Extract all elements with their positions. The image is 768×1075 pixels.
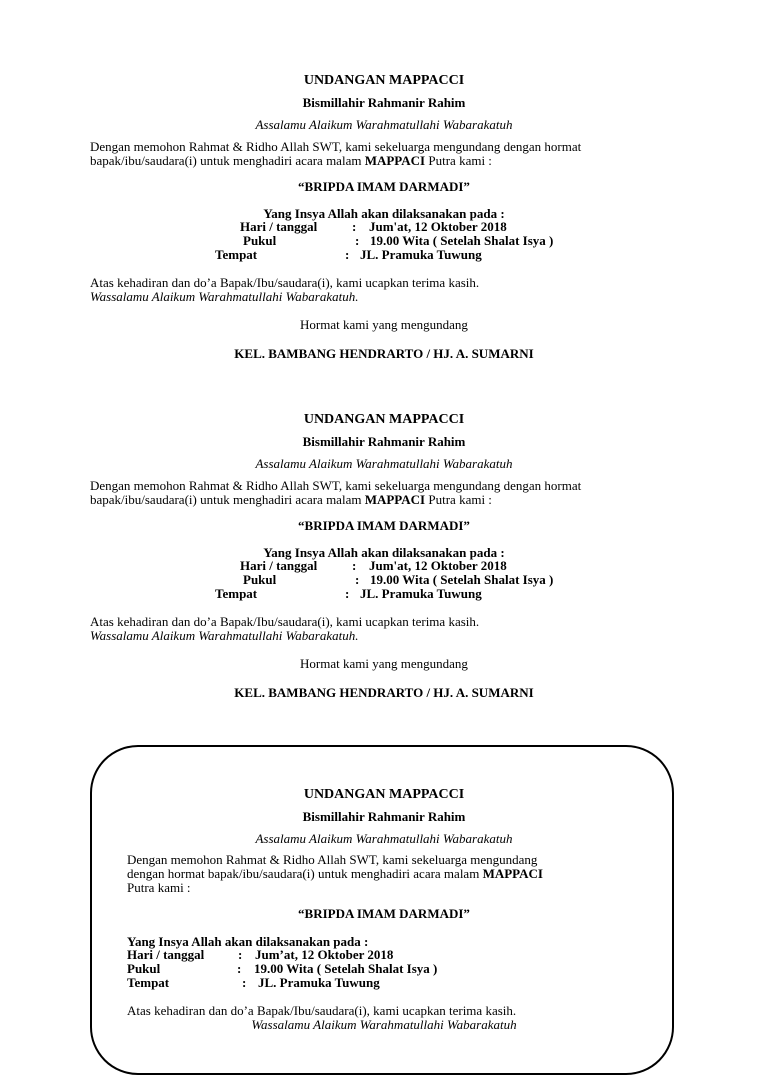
schedule-row-time [0, 962, 768, 976]
basmalah: Bismillahir Rahmanir Rahim [302, 95, 466, 110]
schedule-row-day [0, 220, 768, 234]
separator: : [352, 219, 357, 234]
schedule-intro: Yang Insya Allah akan dilaksanakan pada : [127, 934, 369, 949]
separator: : [345, 247, 350, 262]
invitation-title: UNDANGAN MAPPACCI [303, 412, 465, 427]
separator: : [242, 975, 247, 990]
family-signature: KEL. BAMBANG HENDRARTO / HJ. A. SUMARNI [234, 346, 534, 361]
separator: : [237, 961, 242, 976]
separator: : [355, 233, 360, 248]
schedule-row-place [0, 587, 768, 601]
schedule-row-place [0, 976, 768, 990]
separator: : [352, 558, 357, 573]
groom-name: “BRIPDA IMAM DARMADI” [298, 179, 470, 194]
schedule-intro: Yang Insya Allah akan dilaksanakan pada : [263, 206, 505, 221]
intro-suffix: Putra kami : [428, 492, 492, 507]
greeting: Assalamu Alaikum Warahmatullahi Wabarakatuh [255, 831, 513, 846]
closing-greeting: Wassalamu Alaikum Warahmatullahi Wabarakatuh [251, 1017, 517, 1032]
place-value: JL. Pramuka Tuwung [258, 975, 380, 990]
day-label: Hari / tanggal [127, 947, 205, 962]
place-label: Tempat [127, 975, 170, 990]
intro-line-1: Dengan memohon Rahmat & Ridho Allah SWT, kami sekeluarga mengundang dengan hormat [90, 139, 582, 154]
time-label: Pukul [127, 961, 161, 976]
invitation-title: UNDANGAN MAPPACCI [303, 73, 465, 88]
day-value: Jum’at, 12 Oktober 2018 [255, 947, 394, 962]
intro-text: dengan hormat bapak/ibu/saudara(i) untuk menghadiri acara malam [127, 866, 480, 881]
intro-line-1: Dengan memohon Rahmat & Ridho Allah SWT, kami sekeluarga mengundang [127, 852, 538, 867]
day-label: Hari / tanggal [240, 558, 318, 573]
intro-suffix: Putra kami : [428, 153, 492, 168]
family-signature: KEL. BAMBANG HENDRARTO / HJ. A. SUMARNI [234, 685, 534, 700]
basmalah: Bismillahir Rahmanir Rahim [302, 809, 466, 824]
schedule-row-time [0, 573, 768, 587]
basmalah: Bismillahir Rahmanir Rahim [302, 434, 466, 449]
groom-name: “BRIPDA IMAM DARMADI” [298, 906, 470, 921]
time-value: 19.00 Wita ( Setelah Shalat Isya ) [370, 233, 554, 248]
place-value: JL. Pramuka Tuwung [360, 247, 482, 262]
closing-greeting: Wassalamu Alaikum Warahmatullahi Wabarakatuh. [90, 628, 359, 643]
time-value: 19.00 Wita ( Setelah Shalat Isya ) [370, 572, 554, 587]
place-value: JL. Pramuka Tuwung [360, 586, 482, 601]
intro-line-3: Putra kami : [127, 880, 191, 895]
schedule-row-day [0, 948, 768, 962]
invitation-title: UNDANGAN MAPPACCI [303, 787, 465, 802]
day-label: Hari / tanggal [240, 219, 318, 234]
separator: : [238, 947, 243, 962]
event-name: MAPPACI [482, 866, 543, 881]
closing-greeting: Wassalamu Alaikum Warahmatullahi Wabarakatuh. [90, 289, 359, 304]
separator: : [355, 572, 360, 587]
regards-text: Hormat kami yang mengundang [300, 656, 468, 671]
event-name: MAPPACI [364, 492, 426, 507]
place-label: Tempat [215, 247, 258, 262]
thanks-text: Atas kehadiran dan do’a Bapak/Ibu/saudara(i), kami ucapkan terima kasih. [90, 614, 480, 629]
groom-name: “BRIPDA IMAM DARMADI” [298, 518, 470, 533]
thanks-text: Atas kehadiran dan do’a Bapak/Ibu/saudara(i), kami ucapkan terima kasih. [127, 1003, 517, 1018]
day-value: Jum'at, 12 Oktober 2018 [369, 219, 507, 234]
intro-text: bapak/ibu/saudara(i) untuk menghadiri acara malam [90, 153, 362, 168]
intro-text: bapak/ibu/saudara(i) untuk menghadiri acara malam [90, 492, 362, 507]
time-label: Pukul [243, 233, 277, 248]
place-label: Tempat [215, 586, 258, 601]
separator: : [345, 586, 350, 601]
schedule-row-time [0, 234, 768, 248]
time-label: Pukul [243, 572, 277, 587]
regards-text: Hormat kami yang mengundang [300, 317, 468, 332]
intro-line-2 [127, 867, 543, 881]
greeting: Assalamu Alaikum Warahmatullahi Wabarakatuh [255, 456, 513, 471]
thanks-text: Atas kehadiran dan do’a Bapak/Ibu/saudara(i), kami ucapkan terima kasih. [90, 275, 480, 290]
schedule-intro: Yang Insya Allah akan dilaksanakan pada : [263, 545, 505, 560]
schedule-row-day [0, 559, 768, 573]
schedule-row-place [0, 248, 768, 262]
day-value: Jum'at, 12 Oktober 2018 [369, 558, 507, 573]
intro-line-2 [90, 493, 492, 507]
greeting: Assalamu Alaikum Warahmatullahi Wabarakatuh [255, 117, 513, 132]
intro-line-1: Dengan memohon Rahmat & Ridho Allah SWT, kami sekeluarga mengundang dengan hormat [90, 478, 582, 493]
event-name: MAPPACI [364, 153, 426, 168]
intro-line-2 [90, 154, 492, 168]
time-value: 19.00 Wita ( Setelah Shalat Isya ) [254, 961, 438, 976]
